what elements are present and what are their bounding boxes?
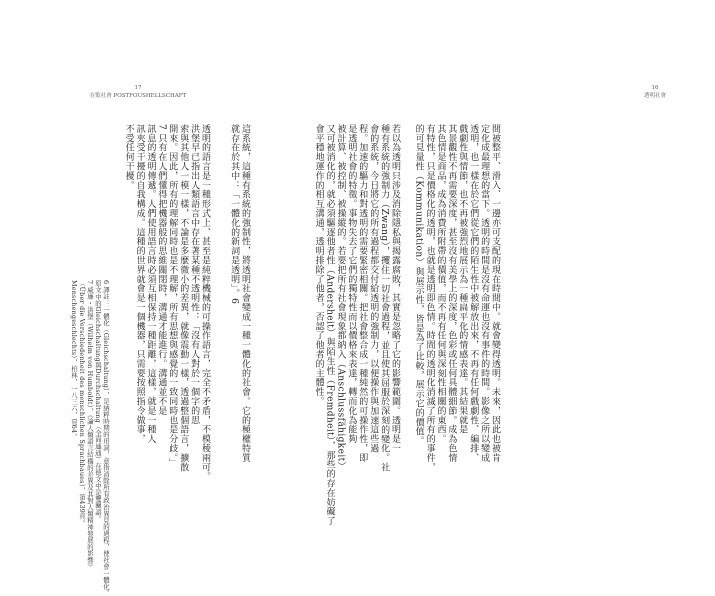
text-line: 其色情是商品，成為消費所附帶的價值，而不再有任何與深刻性相關的東西。 [435, 124, 446, 444]
text-line: 索與其他人一模一樣，不論是多麼微小的差異，就像震動一樣，透過整個語言，擴散 [178, 124, 189, 472]
footnotes [65, 280, 110, 596]
footnote: 7 威廉・洪堡（Wilhelm von Humboldt），《論人類語言結構的差異及其對人類精神發展的影響》 [86, 280, 94, 570]
footnote: 6 譯註：一體化（Gleichschaltung），是納粹時期的用詞，意指消除所有政治異見的過程，使社會一體化。 [102, 280, 110, 596]
left-page-paragraph [120, 124, 210, 482]
text-line: 又可被消化的，就必須驅逐他者性（Andersheit）與陌生性（Fremdheit），那些的存在妨礙了 [324, 124, 335, 526]
text-line: 被計算、被控制、被操縱的。若要把所有社會現象都納入（Anschlussfähigkeit） [335, 124, 346, 472]
text-line: 就存在於其中：「一體化的新詞是透明」。6 [229, 124, 240, 305]
text-line: 開來。因此，所有的理解同時也是不理解，所有思想與感覺的一致同時也是分歧。」 [167, 124, 178, 468]
text-line: 有特性，只是價格化的透明，也就是透明即色情。時間的透明化消滅了所有的事件， [424, 124, 435, 472]
text-line: 定化成最理想的當下。透明的時間是沒有命運也沒有事件的時間。影像之所以變成 [479, 124, 490, 463]
text-line: 其景觀性不再需要深度，甚至沒有美學上的深度，色彩或任何具體細節。成為色情 [446, 124, 457, 463]
text-line: 透明，也一樣在於它們從它們的陌生性中被解放出來，不再有任何戲劇性、編排、 [468, 124, 479, 463]
text-line: 這系統，這種有系統的強制性，將透明社會變成一種一體化的社會。它的極權特質 [240, 124, 250, 463]
running-title-right: 透明社會 [643, 93, 666, 99]
page-number-right: 16 [651, 85, 659, 91]
right-page-paragraph-2 [305, 124, 400, 526]
footnote: （Über die Verschiedenheit des menschlichen Sprachbaues），第439頁。 [78, 280, 86, 527]
page-number-left: 17 [134, 85, 142, 91]
footnote: Menschengeschlechts），柏林，一八三六，頁64。 [70, 280, 78, 440]
text-line: 透明的語言是一種形式上、甚至是純粹機械的可操作語言，完全不矛盾，不模稜兩可。 [200, 124, 210, 482]
text-line: 訊息的透明傳遞。人們使用語言時必須互相保持一種距離，這樣，就是一種人 [145, 124, 156, 444]
right-page-paragraph-1 [410, 124, 500, 472]
text-line: 洪堡早已指出人類語言中存在著某種不透明性：「沒有人對於一個字的思 [189, 124, 200, 425]
text-line: 訊夾受干擾的自我構成。這種的世界就會是一個機器，只需要按照指令做事， [134, 124, 145, 444]
left-page-intro [224, 124, 250, 463]
text-line: 7 只有在人們懂得把機器般的思維關閉時，溝通才能進行。溝通並不是 [156, 124, 167, 416]
text-line: 程。加速的驅力和對透明的需要緊密相關。把社會整合成一種純然的可操作性，即 [357, 124, 368, 463]
text-line: 不受任何干擾。 [123, 124, 134, 190]
footnote: 原文中的Gleichschaltung與Durchschaltung（全面連通）在德文中是雙關語。 [94, 280, 102, 522]
text-line: 戲劇性與情節，也不再被強烈地展示為一種扁平化的情感表達。其結果就是 [457, 124, 468, 435]
text-line: 是透明社會的特徵。事物失去了它們的獨特性而以價格來表達，轉而化為能夠 [346, 124, 357, 444]
left-page [0, 0, 260, 596]
running-title-left: 在監社會 POSTFOUSHELLSCHAFT [89, 93, 187, 99]
text-line: 種有系統的強制力（Zwang），攫住一切社會過程，並且使其屈服於深刻的變化。社 [379, 124, 390, 472]
text-line: 的可見量性（Kommunikation）與展示性，皆是為了比較，展示它的價值。 [413, 124, 424, 446]
text-line: 會平穩地運作的相互溝通，透明排除了他者，否認了他者的主體性。 [313, 124, 324, 406]
running-head-right [595, 84, 715, 100]
text-line: 若以為透明只涉及消除隱私與揭露腐敗，其實是忽略了它的影響範圍。透明是一 [390, 124, 400, 453]
running-head-left [78, 84, 198, 100]
text-line: 會的系統，今日將它的所有過程都交付給透明的強制力，以便操作與加速這些過 [368, 124, 379, 453]
right-page [260, 0, 666, 526]
text-line: 間被整平、滑入、一邊亦可支配的現在時間中。就會變得透明。未來，因此也被肯 [490, 124, 500, 463]
